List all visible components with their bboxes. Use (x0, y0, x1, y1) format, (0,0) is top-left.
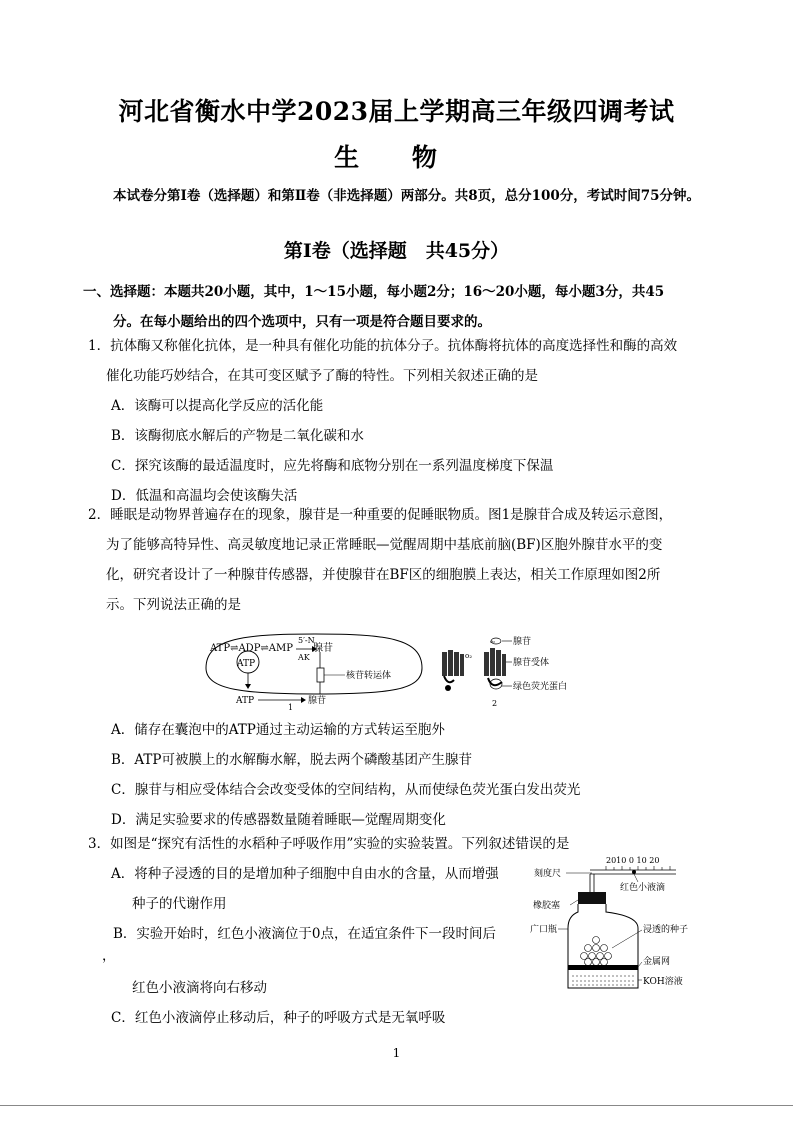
q3-option-b-comma: ， (102, 948, 116, 964)
q2-stem-1: 2．睡眠是动物界普遍存在的现象，腺苷是一种重要的促睡眠物质。图1是腺苷合成及转运示意图， (88, 507, 673, 523)
question-2 (88, 500, 710, 620)
exam-intro: 本试卷分第Ⅰ卷（选择题）和第Ⅱ卷（非选择题）两部分。共8页，总分100分，考试时间75分钟。 (113, 188, 701, 204)
section-line-2: 分。在每小题给出的四个选项中，只有一项是符合题目要求的。 (113, 314, 491, 330)
section-instructions (83, 277, 711, 337)
q1-option-d: D．低温和高温均会使该酶失活 (111, 488, 298, 504)
fig3-droplet-label: 红色小液滴 (620, 883, 666, 893)
svg-text:o₂: o₂ (465, 652, 473, 660)
fig1-label: 1 (288, 703, 294, 710)
q2-option-b: B．ATP可被膜上的水解酶水解，脱去两个磷酸基团产生腺苷 (111, 752, 473, 768)
seeds-icon (581, 937, 612, 966)
q3-stem: 3．如图是“探究有活性的水稻种子呼吸作用”实验的实验装置。下列叙述错误的是 (88, 836, 570, 852)
red-droplet-icon (632, 870, 636, 874)
q2-options (88, 715, 711, 835)
fig3-bottle-label: 广口瓶 (530, 925, 558, 935)
fig1-out-adenosine: 腺苷 (308, 696, 327, 706)
q1-option-b: B．该酶彻底水解后的产物是二氧化碳和水 (111, 428, 364, 444)
fig1-out-atp: ATP (236, 696, 255, 706)
page-bottom-rule (0, 1105, 793, 1106)
fig1-vesicle-atp: ATP (237, 659, 256, 669)
exam-title: 河北省衡水中学2023届上学期高三年级四调考试 (118, 97, 675, 126)
q3-option-b-line-2: 红色小液滴将向右移动 (132, 980, 267, 996)
fig1-transporter-label: 核苷转运体 (346, 671, 392, 681)
q3-option-c: C．红色小液滴停止移动后，种子的呼吸方式是无氧呼吸 (111, 1010, 446, 1026)
q1-option-c: C．探究该酶的最适温度时，应先将酶和底物分别在一系列温度梯度下保温 (111, 458, 554, 474)
fig2-gfp-label: 绿色荧光蛋白 (513, 682, 568, 692)
rubber-stopper-icon (578, 892, 606, 904)
q3-option-a-line-2: 种子的代谢作用 (132, 896, 227, 912)
q1-stem-1: 1．抗体酶又称催化抗体，是一种具有催化功能的抗体分子。抗体酶将抗体的高度选择性和酶的高效 (88, 338, 678, 354)
q3-option-a-line-1: A．将种子浸透的目的是增加种子细胞中自由水的含量，从而增强 (111, 866, 499, 882)
koh-solution-icon (572, 976, 634, 985)
metal-mesh-icon (568, 965, 638, 970)
q3-option-b-line-1: B．实验开始时，红色小液滴位于0点，在适宜条件下一段时间后 (113, 926, 497, 942)
nucleoside-transporter-icon (317, 668, 324, 682)
q2-stem-4: 示。下列说法正确的是 (106, 597, 241, 613)
fig3-solution-label: KOH溶液 (643, 977, 683, 987)
fig3-ruler-label: 刻度尺 (534, 869, 562, 879)
figure-2-adenosine-sensor (432, 632, 592, 712)
subject-title: 生 物 (334, 143, 459, 172)
fig1-adenosine-inside: 腺苷 (313, 643, 333, 654)
fig3-scale-numbers: 2010 0 10 20 (606, 856, 660, 865)
fig3-stopper-label: 橡胶塞 (533, 901, 561, 911)
fig2-adenosine-label: 腺苷 (513, 637, 532, 647)
q1-stem-2: 催化功能巧妙结合，在其可变区赋予了酶的特性。下列相关叙述正确的是 (106, 368, 538, 384)
q1-option-a: A．该酶可以提高化学反应的活化能 (111, 398, 324, 414)
section-line-1: 一、选择题：本题共20小题，其中，1～15小题，每小题2分；16～20小题，每小题3分，共45 (83, 284, 665, 300)
receptor-active-icon (484, 648, 506, 685)
receptor-inactive-icon (442, 650, 464, 682)
q2-option-c: C．腺苷与相应受体结合会改变受体的空间结构，从而使绿色荧光蛋白发出荧光 (111, 782, 581, 798)
fig2-label: 2 (492, 699, 498, 708)
fig2-receptor-label: 腺苷受体 (513, 658, 550, 668)
q2-stem-2: 为了能够高特异性、高灵敏度地记录正常睡眠—觉醒周期中基底前脑(BF)区胞外腺苷水平的变 (106, 537, 663, 553)
fig3-seeds-label: 浸透的种子 (643, 925, 689, 935)
figure-3-respiration-apparatus (528, 852, 698, 1002)
figure-1-adenosine-synthesis (200, 630, 430, 710)
q2-stem-3: 化，研究者设计了一种腺苷传感器，并使腺苷在BF区的细胞膜上表达，相关工作原理如图2所 (106, 567, 661, 583)
fig1-enzyme-5n: 5′-N (298, 636, 315, 645)
fig3-mesh-label: 金属网 (643, 957, 671, 967)
question-1 (88, 331, 710, 511)
fig1-enzyme-ak: AK (298, 653, 310, 662)
fig1-atp-chain: ATP⇌ADP⇌AMP (210, 643, 293, 654)
svg-text:o₂: o₂ (490, 639, 496, 645)
page-number: 1 (392, 1046, 401, 1060)
q2-option-d: D．满足实验要求的传感器数量随着睡眠—觉醒周期变化 (111, 812, 446, 828)
q2-option-a: A．储存在囊泡中的ATP通过主动运输的方式转运至胞外 (111, 722, 445, 738)
part-title: 第Ⅰ卷（选择题 共45分） (283, 240, 510, 262)
